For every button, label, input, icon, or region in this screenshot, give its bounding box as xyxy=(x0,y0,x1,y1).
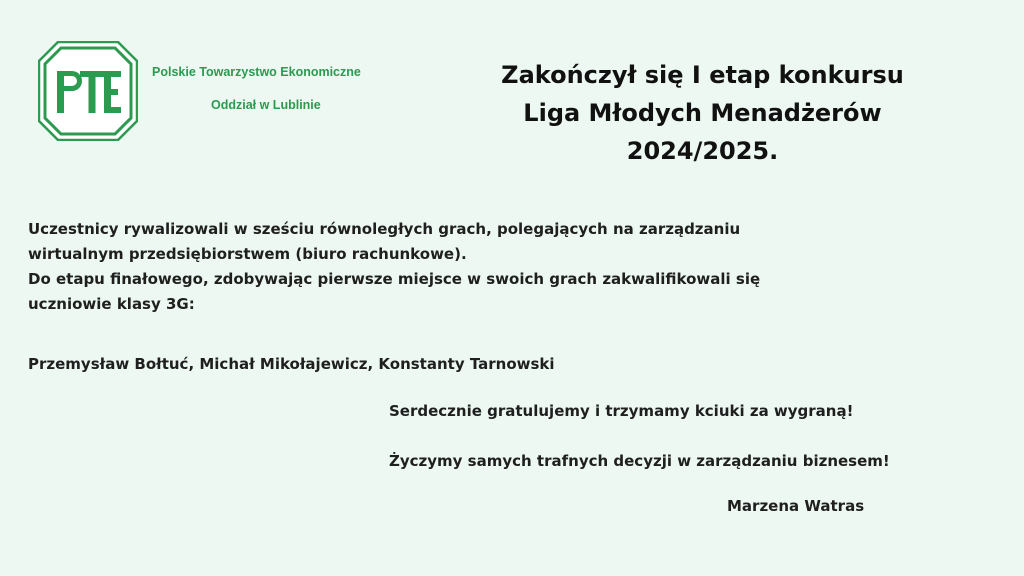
signature: Marzena Watras xyxy=(727,497,865,515)
paragraph-line: uczniowie klasy 3G: xyxy=(28,295,195,313)
paragraph-line: Uczestnicy rywalizowali w sześciu równoległych grach, polegających na zarządzaniu xyxy=(28,220,741,238)
paragraph-line: wirtualnym przedsiębiorstwem (biuro rachunkowe). xyxy=(28,245,467,263)
winners-list xyxy=(28,352,988,377)
wishes-text: Życzymy samych trafnych decyzji w zarządzaniu biznesem! xyxy=(389,452,890,470)
congratulations-text: Serdecznie gratulujemy i trzymamy kciuki za wygraną! xyxy=(389,402,854,420)
description-paragraph xyxy=(28,217,988,317)
paragraph-line: Do etapu finałowego, zdobywając pierwsze miejsce w swoich grach zakwalifikowali się xyxy=(28,270,761,288)
pte-logo-icon xyxy=(38,41,138,141)
headline-line: Zakończył się I etap konkursu xyxy=(501,61,904,89)
pte-logo xyxy=(38,41,138,141)
organization-branch: Oddział w Lublinie xyxy=(211,98,321,112)
headline-line: 2024/2025. xyxy=(626,137,779,165)
headline-line: Liga Młodych Menadżerów xyxy=(523,99,882,127)
winners-text: Przemysław Bołtuć, Michał Mikołajewicz, Konstanty Tarnowski xyxy=(28,355,555,373)
organization-name: Polskie Towarzystwo Ekonomiczne xyxy=(152,65,361,79)
headline xyxy=(420,56,985,170)
